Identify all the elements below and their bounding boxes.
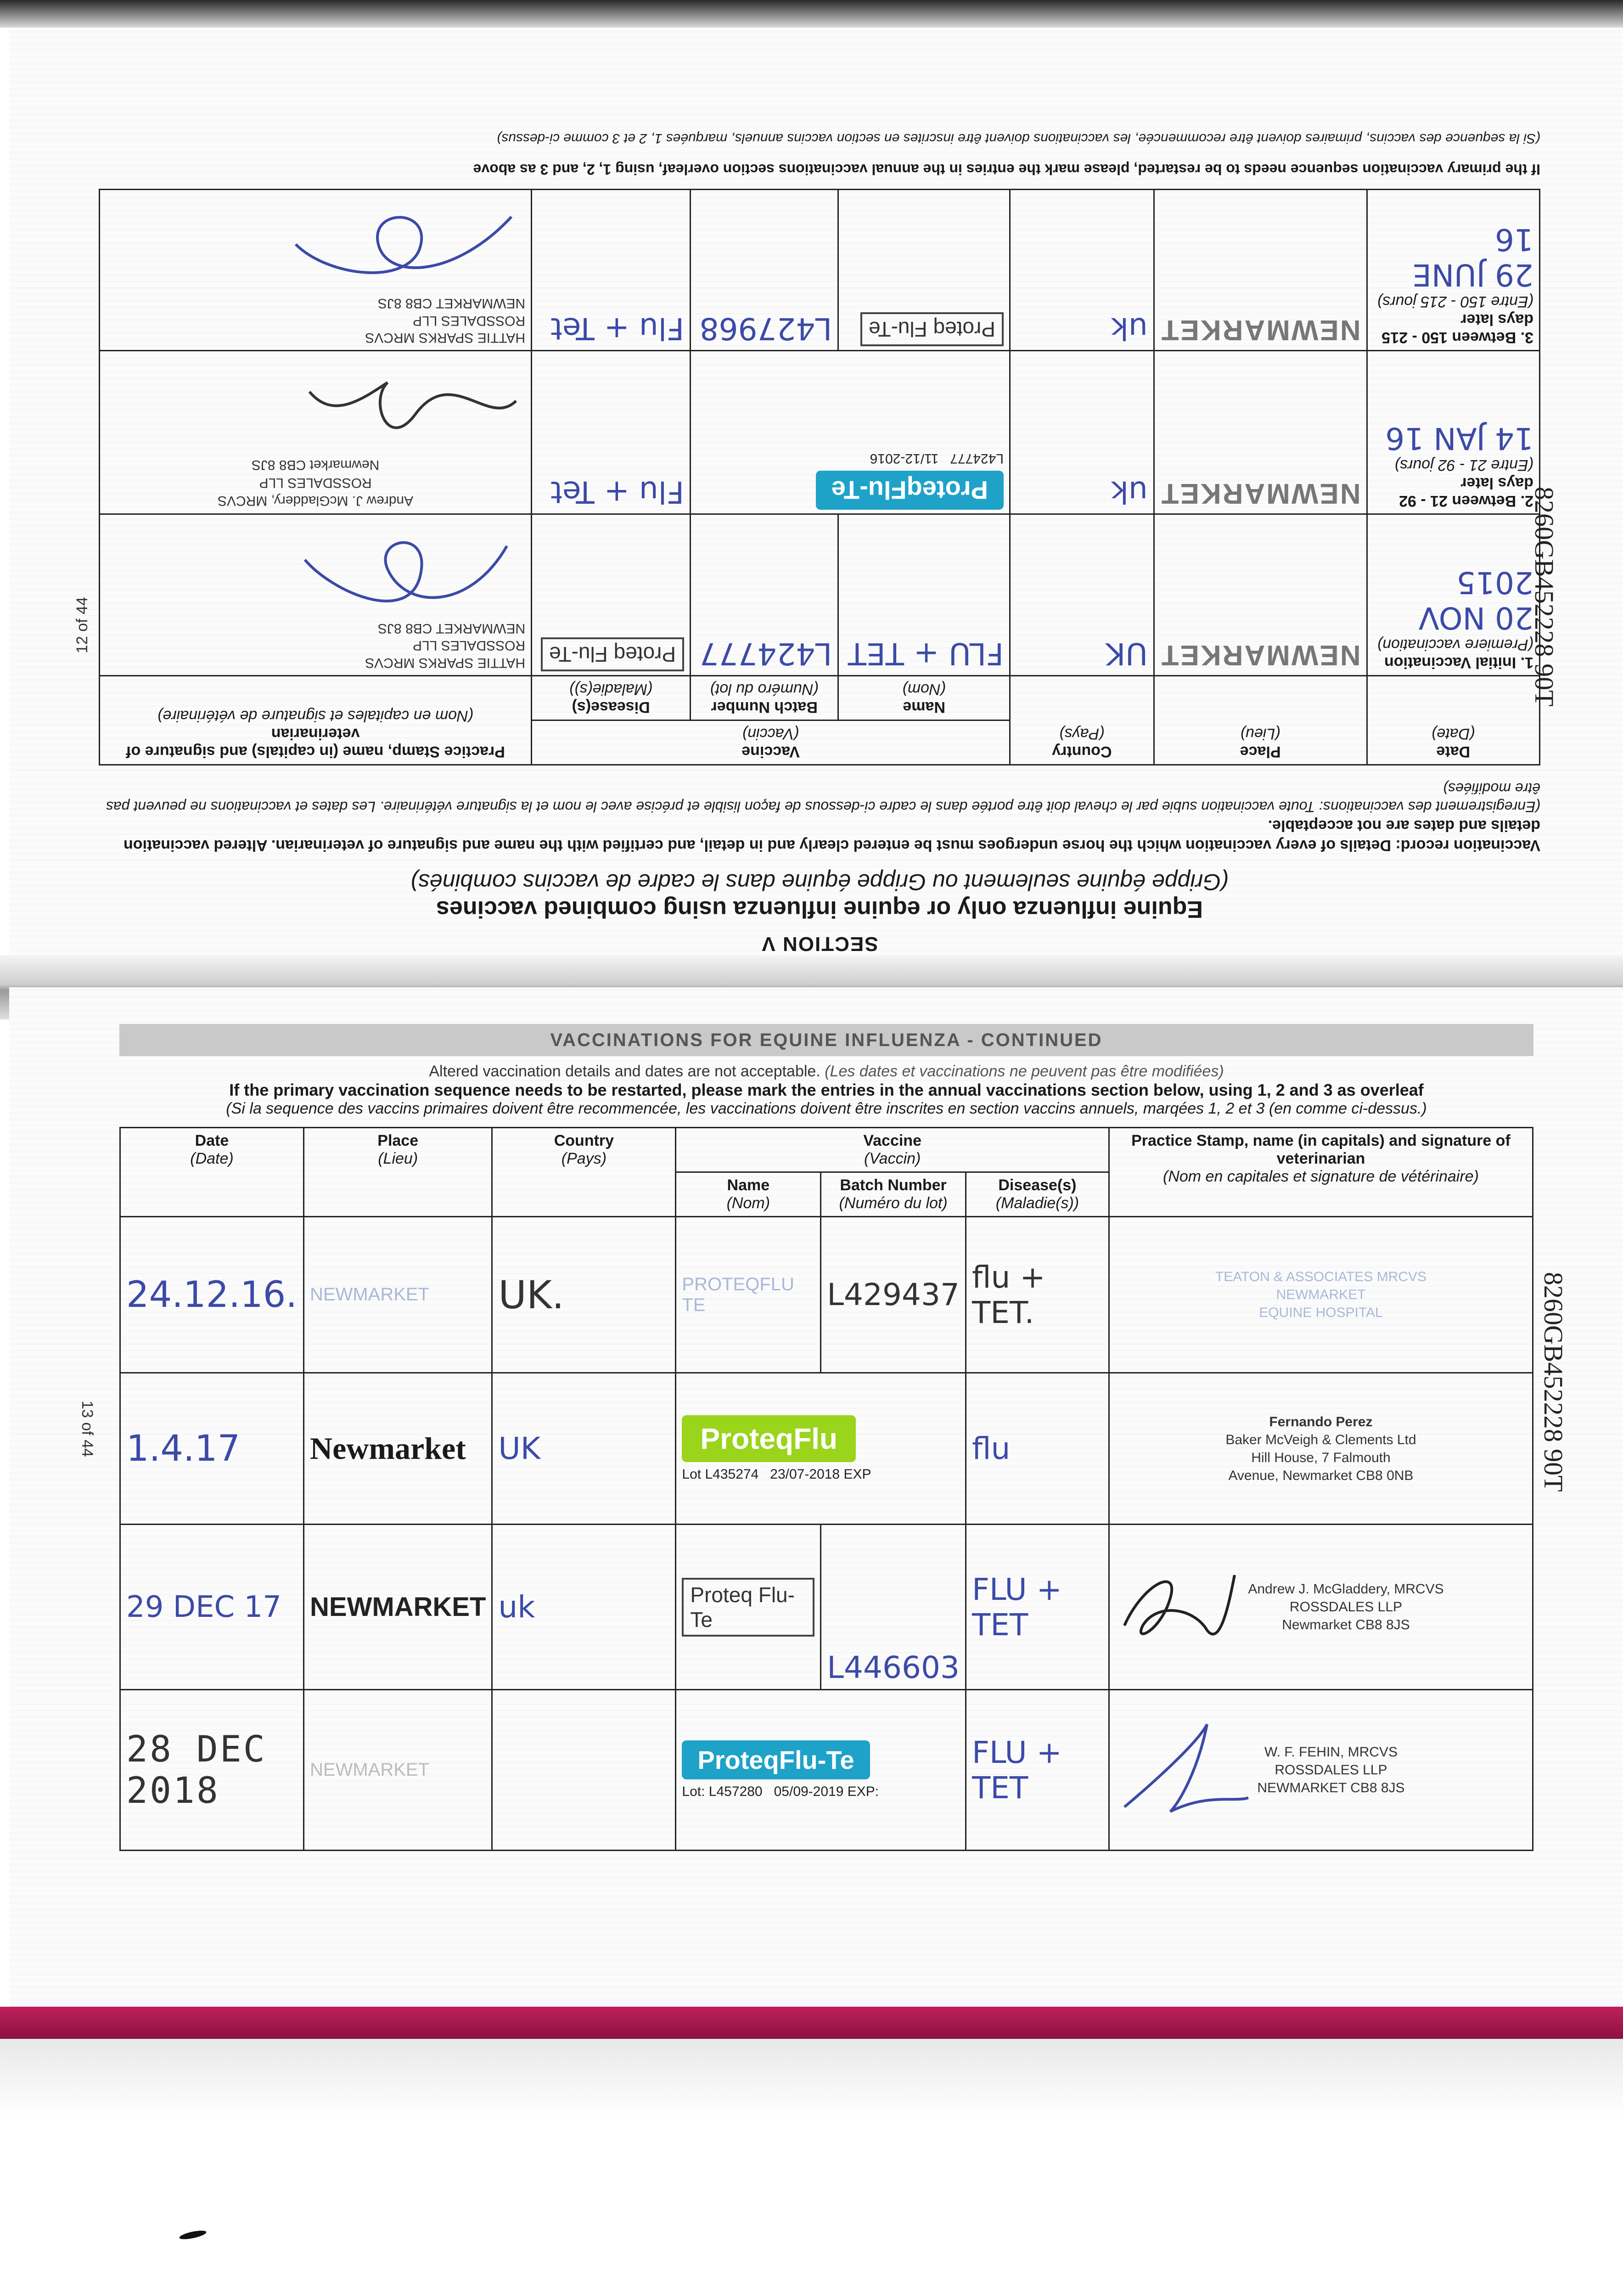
row-date-cell: 2. Between 21 - 92 days later (Entre 21 - 92 jours) 14 JAN 16	[1367, 351, 1539, 514]
passport-page-13	[9, 987, 1623, 2007]
batch-cell: L446603	[821, 1525, 966, 1690]
passport-cover-bottom	[0, 2007, 1623, 2039]
col-disease: Disease(s) (Maladie(s))	[966, 1172, 1109, 1217]
col-vaccine: Vaccine (Vaccin)	[676, 1128, 1109, 1172]
disease-cell: FLU + TET	[966, 1690, 1109, 1851]
footer-note: If the primary vaccination sequence needs to be restarted, please mark the entries in the annual vaccinations section overleaf, using 1, 2, and 3 as above	[473, 161, 1540, 178]
date-cell: 28 DEC 2018	[120, 1690, 304, 1851]
passport-cover-top	[0, 0, 1623, 28]
passport-id: 8260GB452228 90T	[1539, 1272, 1568, 1492]
disease-cell: flu + TET.	[966, 1217, 1109, 1373]
name-cell	[676, 1525, 821, 1690]
signature-icon	[1115, 1715, 1253, 1825]
scanner-bed	[0, 2039, 1623, 2296]
disease-cell: Flu + Tet	[532, 351, 691, 514]
section-title: SECTION V	[761, 933, 878, 955]
col-place: Place (Lieu)	[304, 1128, 492, 1217]
vaccine-label-cell: ProteqFlu-Te Lot: L457280 05/09-2019 EXP:	[676, 1690, 966, 1851]
page-number: 12 of 44	[73, 597, 91, 653]
place-cell: NEWMARKET	[1154, 514, 1367, 676]
table-row	[120, 1217, 1533, 1373]
country-cell: UK	[1010, 514, 1154, 676]
col-batch: Batch Number (Numéro du lot)	[821, 1172, 966, 1217]
proteq-stamp: Proteq Flu-Te	[541, 637, 684, 671]
table-row	[120, 1690, 1533, 1851]
record-note: Vaccination record: Details of every vaccination which the horse undergoes must be entered clearly and in detail, and certified with the name and signature of veterinarian. Altered vaccination details and dates are not acceptable.	[123, 817, 1540, 854]
disease-cell: flu	[966, 1373, 1109, 1525]
signature-icon	[286, 194, 525, 295]
country-cell: uk	[1010, 351, 1154, 514]
record-note-fr: (Enregistrement des vaccinations: Toute vaccination subie par le cheval doit être portée dans le cadre ci-dessous de façon lisible et précise avec le nom et la signature vétérinaire. Les dates et vaccinations ne peuvent pas être modifiées)	[106, 780, 1540, 815]
place-cell: Newmarket	[304, 1373, 492, 1525]
col-vet: Practice Stamp, name (in capitals) and signature of veterinarian (Nom en capitales et signature de vétérinaire)	[100, 676, 532, 765]
name-cell: PROTEQFLU TE	[676, 1217, 821, 1373]
page-number: 13 of 44	[79, 1401, 96, 1457]
restart-note-fr: (Si la sequence des vaccins primaires doivent être recommencée, les vaccinations doivent être inscrites en section vaccins annuels, marqées 1, 2 et 3 (en comme ci-dessus.)	[226, 1100, 1427, 1117]
passport-id: 8260GB452228 90T	[1529, 487, 1559, 707]
row-date-cell: 3. Between 150 - 215 days later (Entre 150 - 215 jours) 29 JUNE 16	[1367, 190, 1539, 351]
country-cell: uk	[1010, 190, 1154, 351]
name-cell: FLU + TET	[838, 514, 1010, 676]
country-cell	[492, 1690, 676, 1851]
batch-cell: L424777	[691, 514, 838, 676]
col-date: Date (Date)	[1367, 676, 1539, 765]
date-cell: 1.4.17	[120, 1373, 304, 1525]
table-row	[100, 514, 1540, 676]
signature-icon	[1115, 1557, 1244, 1658]
vet-cell: Andrew J. McGladdery, MRCVS ROSSDALES LLP Newmarket CB8 8JS	[1109, 1525, 1533, 1690]
col-date: Date (Date)	[120, 1128, 304, 1217]
proteq-label: ProteqFlu-Te	[816, 471, 1004, 510]
passport-page-12	[9, 28, 1623, 983]
page-title-fr: (Grippe équine seulement ou Grippe équine dans le cadre de vaccins combinés)	[410, 869, 1229, 895]
col-place: Place (Lieu)	[1154, 676, 1367, 765]
table-row	[120, 1373, 1533, 1525]
proteq-stamp: Proteq Flu-Te	[860, 313, 1004, 347]
disease-cell: Flu + Tet	[532, 190, 691, 351]
proteq-label: ProteqFlu-Te	[682, 1740, 870, 1779]
country-cell: uk	[492, 1525, 676, 1690]
proteq-label: ProteqFlu	[682, 1415, 856, 1462]
vaccine-label-cell: ProteqFlu-Te L424777 11/12-2016	[691, 351, 1010, 514]
col-name: Name (Nom)	[676, 1172, 821, 1217]
place-cell: NEWMARKET	[1154, 351, 1367, 514]
col-name: Name (Nom)	[838, 676, 1010, 720]
page-title: Equine influenza only or equine influenza using combined vaccines	[436, 896, 1203, 923]
place-cell: NEWMARKET	[1154, 190, 1367, 351]
date-cell: 24.12.16.	[120, 1217, 304, 1373]
table-row	[100, 351, 1540, 514]
table-row	[100, 190, 1540, 351]
col-country: Country (Pays)	[492, 1128, 676, 1217]
vaccine-label-cell: ProteqFlu Lot L435274 23/07-2018 EXP	[676, 1373, 966, 1525]
place-cell: NEWMARKET	[304, 1690, 492, 1851]
disease-cell: FLU + TET	[966, 1525, 1109, 1690]
vet-cell: W. F. FEHIN, MRCVS ROSSDALES LLP NEWMARKET CB8 8JS	[1109, 1690, 1533, 1851]
col-vet: Practice Stamp, name (in capitals) and signature of veterinarian (Nom en capitales et signature de vétérinaire)	[1109, 1128, 1533, 1217]
country-cell: UK.	[492, 1217, 676, 1373]
place-cell: NEWMARKET	[304, 1525, 492, 1690]
vet-cell: Andrew J. McGladdery, MRCVS ROSSDALES LLP Newmarket CB8 8JS	[100, 351, 532, 514]
section-banner: VACCINATIONS FOR EQUINE INFLUENZA - CONTINUED	[119, 1024, 1533, 1056]
annual-vaccination-table	[119, 1127, 1533, 1851]
vet-cell: HATTIE SPARKS MRCVS ROSSDALES LLP NEWMARKET CB8 8JS	[100, 514, 532, 676]
proteq-stamp: Proteq Flu-Te	[682, 1578, 814, 1637]
vet-cell: Fernando Perez Baker McVeigh & Clements Ltd Hill House, 7 Falmouth Avenue, Newmarket CB8 0NB	[1109, 1373, 1533, 1525]
restart-note: If the primary vaccination sequence needs to be restarted, please mark the entries in the annual vaccinations section below, using 1, 2 and 3 as overleaf	[229, 1080, 1424, 1099]
disease-cell	[532, 514, 691, 676]
signature-icon	[286, 519, 525, 620]
col-batch: Batch Number (Numéro du lot)	[691, 676, 838, 720]
signature-icon	[286, 355, 525, 456]
country-cell: UK	[492, 1373, 676, 1525]
batch-cell: L429437	[821, 1217, 966, 1373]
date-cell: 29 DEC 17	[120, 1525, 304, 1690]
place-cell: NEWMARKET	[304, 1217, 492, 1373]
vet-cell: HATTIE SPARKS MRCVS ROSSDALES LLP NEWMARKET CB8 8JS	[100, 190, 532, 351]
vet-cell: TEATON & ASSOCIATES MRCVS NEWMARKET EQUINE HOSPITAL	[1109, 1217, 1533, 1373]
name-cell	[838, 190, 1010, 351]
footer-note-fr: (Si la sequence des vaccins, primaires doivent être recommencée, les vaccinations doivent être inscrites en section vaccins annuels, marquées 1, 2 et 3 comme ci-dessus)	[497, 131, 1540, 146]
col-vaccine: Vaccine (Vaccin)	[532, 720, 1010, 765]
altered-note: Altered vaccination details and dates are not acceptable. (Les dates et vaccinations ne peuvent pas être modifiées)	[429, 1063, 1224, 1080]
col-disease: Disease(s) (Maladie(s))	[532, 676, 691, 720]
table-row	[120, 1525, 1533, 1690]
row-date-cell: 1. Initial Vaccination (Premiere vaccination) 20 NOV 2015	[1367, 514, 1539, 676]
primary-vaccination-table	[99, 189, 1540, 765]
upside-down-page	[9, 28, 1623, 983]
col-country: Country (Pays)	[1010, 676, 1154, 765]
batch-cell: L427968	[691, 190, 838, 351]
